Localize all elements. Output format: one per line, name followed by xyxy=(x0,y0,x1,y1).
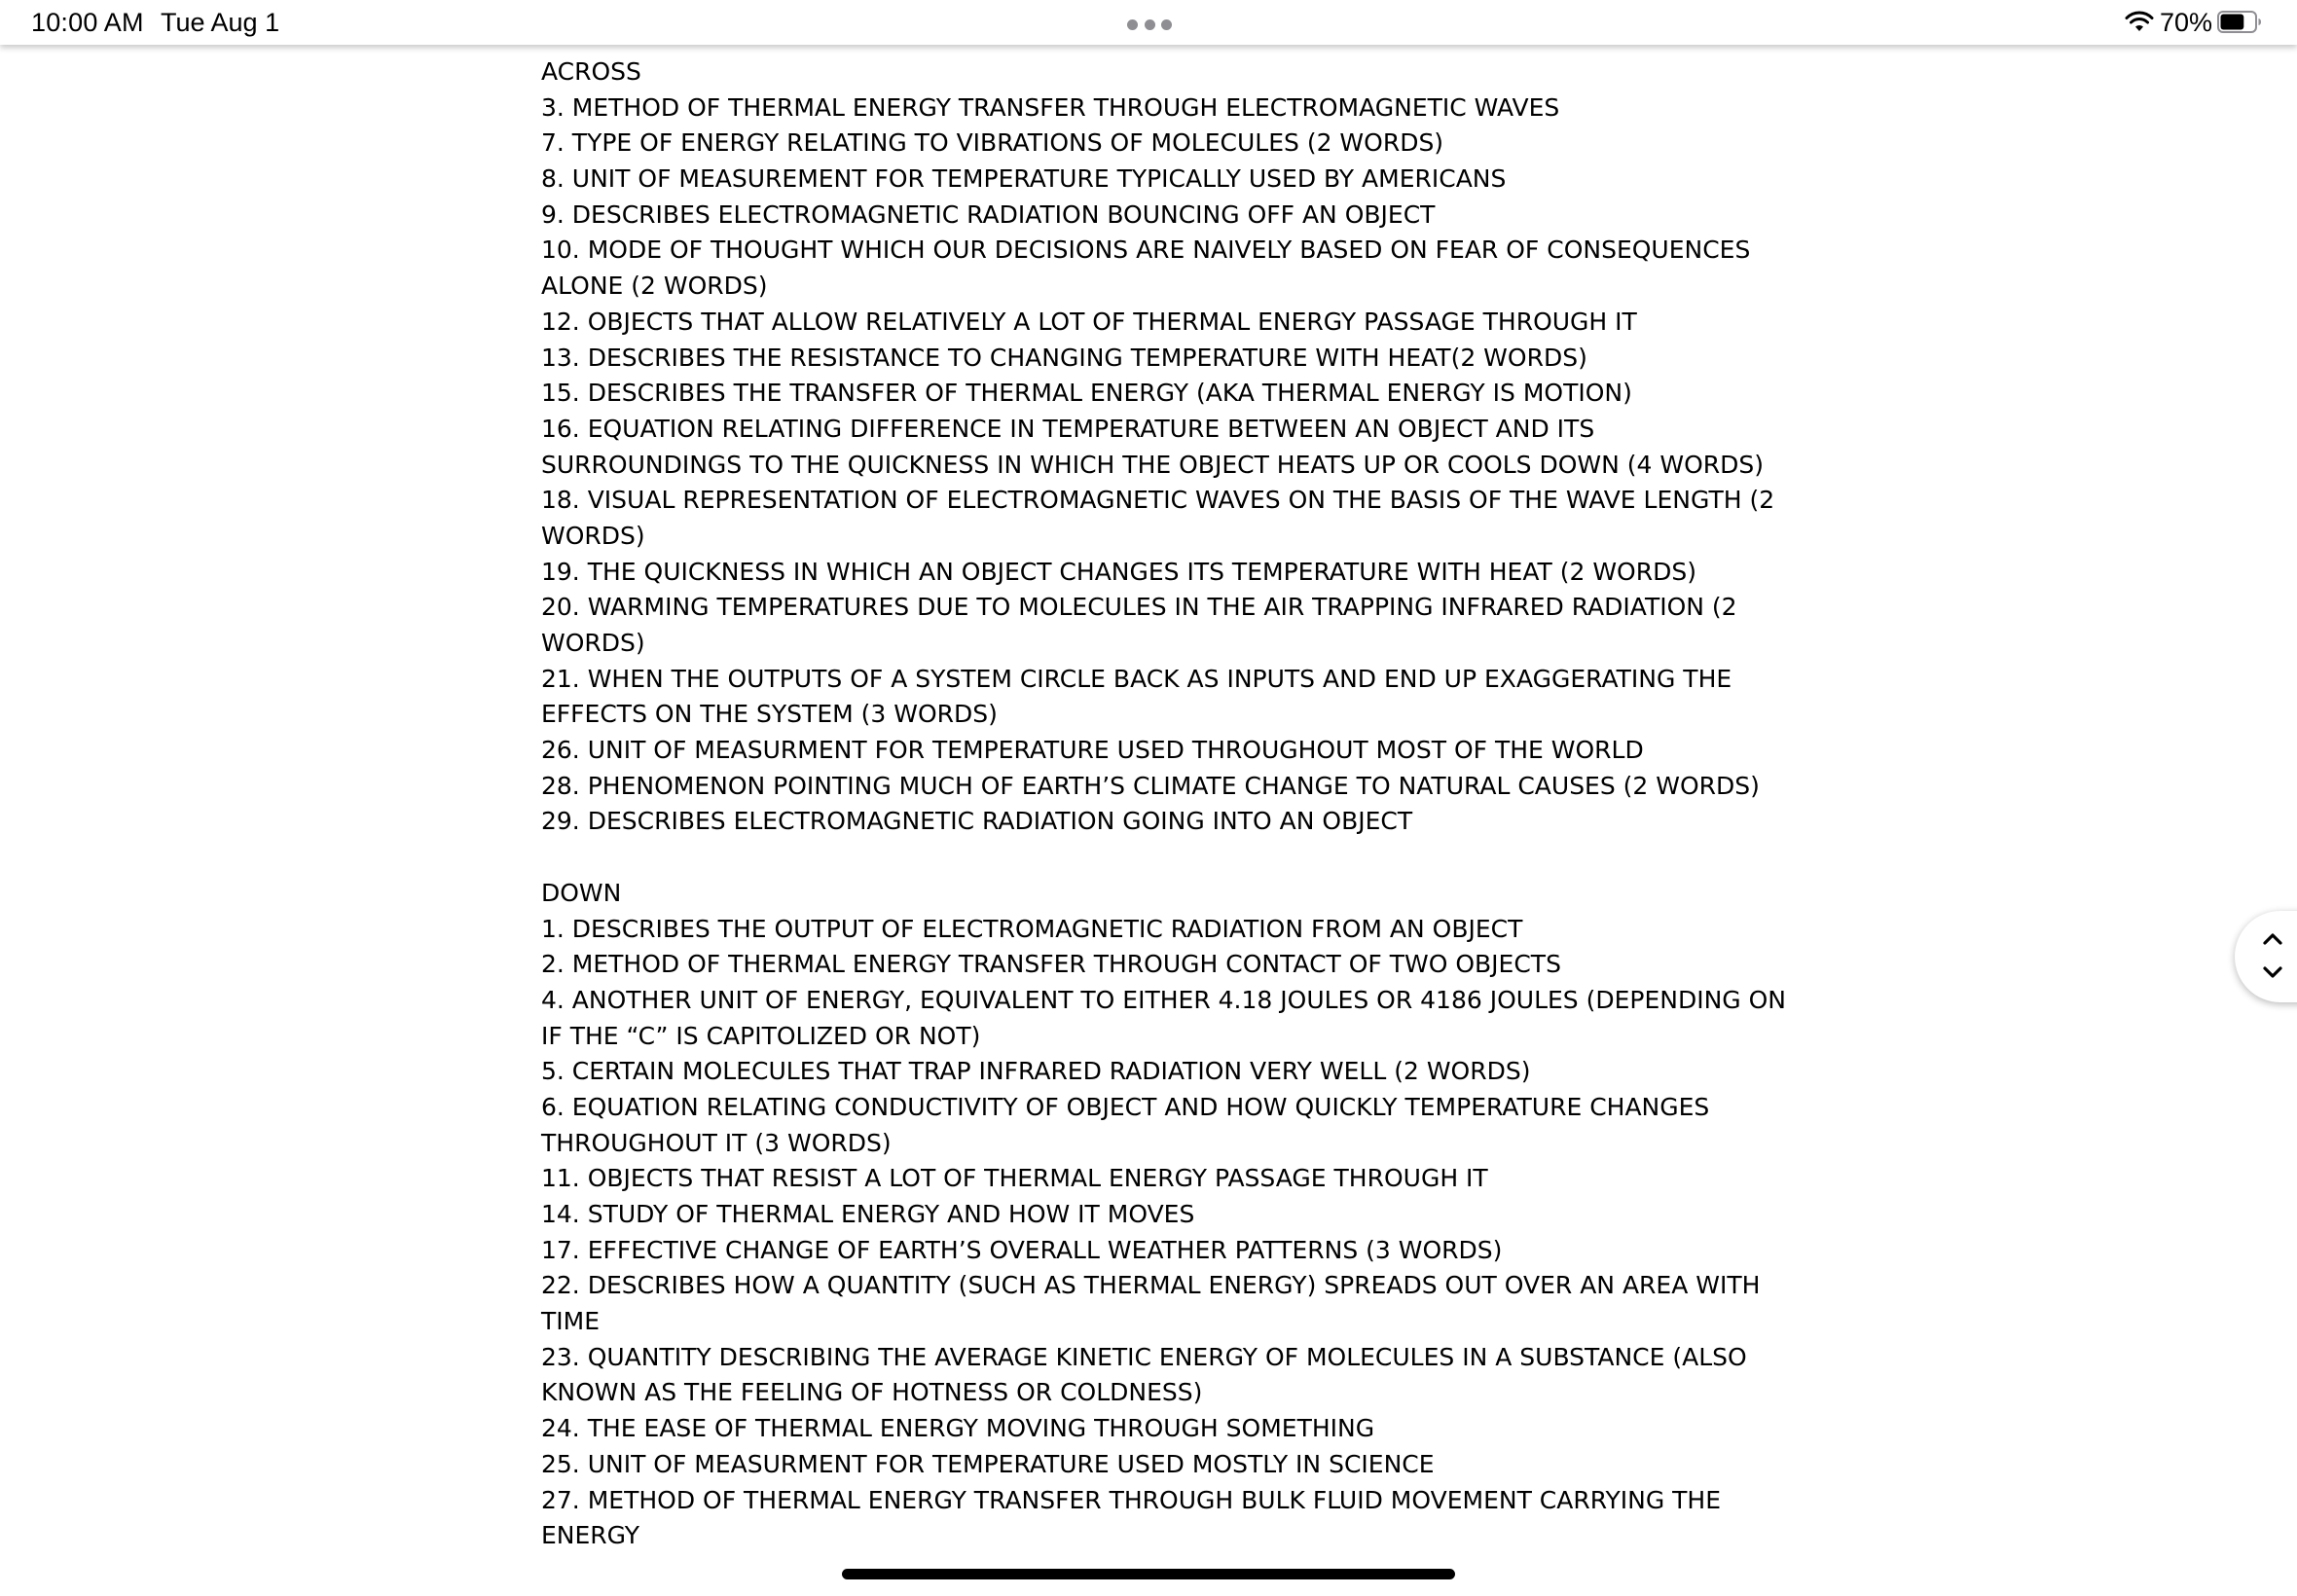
clue-line: 1. DESCRIBES THE OUTPUT OF ELECTROMAGNETIC RADIATION FROM AN OBJECT xyxy=(541,914,1523,943)
section-heading: DOWN xyxy=(541,878,622,907)
clue-line: IF THE “C” IS CAPITOLIZED OR NOT) xyxy=(541,1021,981,1050)
clue-line: ALONE (2 WORDS) xyxy=(541,272,768,301)
clue-line: ENERGY xyxy=(541,1521,640,1550)
clue-line: 6. EQUATION RELATING CONDUCTIVITY OF OBJECT AND HOW QUICKLY TEMPERATURE CHANGES xyxy=(541,1092,1710,1121)
clue-line: 19. THE QUICKNESS IN WHICH AN OBJECT CHANGES ITS TEMPERATURE WITH HEAT (2 WORDS) xyxy=(541,557,1696,586)
clue-line: WORDS) xyxy=(541,521,645,550)
status-bar xyxy=(0,0,2297,45)
clue-line: 5. CERTAIN MOLECULES THAT TRAP INFRARED RADIATION VERY WELL (2 WORDS) xyxy=(541,1057,1531,1086)
battery-icon xyxy=(2217,11,2262,33)
clue-line: 20. WARMING TEMPERATURES DUE TO MOLECULES IN THE AIR TRAPPING INFRARED RADIATION (2 xyxy=(541,593,1737,622)
home-indicator[interactable] xyxy=(842,1569,1455,1579)
clue-line: 26. UNIT OF MEASURMENT FOR TEMPERATURE USED THROUGHOUT MOST OF THE WORLD xyxy=(541,736,1644,765)
clue-line: 24. THE EASE OF THERMAL ENERGY MOVING THROUGH SOMETHING xyxy=(541,1414,1375,1443)
chevron-down-icon[interactable] xyxy=(2262,965,2283,979)
clue-line: 8. UNIT OF MEASUREMENT FOR TEMPERATURE TYPICALLY USED BY AMERICANS xyxy=(541,164,1507,194)
clue-line: 17. EFFECTIVE CHANGE OF EARTH’S OVERALL WEATHER PATTERNS (3 WORDS) xyxy=(541,1235,1503,1264)
battery-percent: 70% xyxy=(2160,8,2213,37)
clue-line: 21. WHEN THE OUTPUTS OF A SYSTEM CIRCLE BACK AS INPUTS AND END UP EXAGGERATING THE xyxy=(541,664,1732,693)
clue-line: 7. TYPE OF ENERGY RELATING TO VIBRATIONS OF MOLECULES (2 WORDS) xyxy=(541,128,1444,158)
chevron-up-icon[interactable] xyxy=(2262,932,2283,946)
clue-line: 12. OBJECTS THAT ALLOW RELATIVELY A LOT OF THERMAL ENERGY PASSAGE THROUGH IT xyxy=(541,307,1637,336)
clue-line: 13. DESCRIBES THE RESISTANCE TO CHANGING TEMPERATURE WITH HEAT(2 WORDS) xyxy=(541,343,1587,372)
clue-line: 9. DESCRIBES ELECTROMAGNETIC RADIATION BOUNCING OFF AN OBJECT xyxy=(541,200,1436,229)
clue-line: 2. METHOD OF THERMAL ENERGY TRANSFER THROUGH CONTACT OF TWO OBJECTS xyxy=(541,950,1561,979)
clue-line: TIME xyxy=(541,1307,601,1336)
blank-line xyxy=(541,840,1768,876)
clue-line: SURROUNDINGS TO THE QUICKNESS IN WHICH THE OBJECT HEATS UP OR COOLS DOWN (4 WORDS) xyxy=(541,450,1765,479)
clue-line: 3. METHOD OF THERMAL ENERGY TRANSFER THROUGH ELECTROMAGNETIC WAVES xyxy=(541,92,1560,122)
clue-line: 22. DESCRIBES HOW A QUANTITY (SUCH AS THERMAL ENERGY) SPREADS OUT OVER AN AREA WITH xyxy=(541,1271,1761,1300)
multitasking-dots-icon[interactable] xyxy=(1127,19,1172,31)
section-heading: ACROSS xyxy=(541,57,641,86)
clue-line: EFFECTS ON THE SYSTEM (3 WORDS) xyxy=(541,700,998,729)
clue-line: 11. OBJECTS THAT RESIST A LOT OF THERMAL ENERGY PASSAGE THROUGH IT xyxy=(541,1164,1488,1193)
status-time: 10:00 AM xyxy=(31,8,144,37)
clue-line: 16. EQUATION RELATING DIFFERENCE IN TEMPERATURE BETWEEN AN OBJECT AND ITS xyxy=(541,414,1595,443)
clue-line: WORDS) xyxy=(541,629,645,657)
scroll-handle[interactable] xyxy=(2235,911,2297,1002)
status-date: Tue Aug 1 xyxy=(161,8,280,37)
clue-line: KNOWN AS THE FEELING OF HOTNESS OR COLDNESS) xyxy=(541,1378,1203,1407)
clue-line: 10. MODE OF THOUGHT WHICH OUR DECISIONS ARE NAIVELY BASED ON FEAR OF CONSEQUENCES xyxy=(541,236,1751,265)
clue-line: 29. DESCRIBES ELECTROMAGNETIC RADIATION GOING INTO AN OBJECT xyxy=(541,807,1413,836)
clue-line: 25. UNIT OF MEASURMENT FOR TEMPERATURE USED MOSTLY IN SCIENCE xyxy=(541,1449,1435,1478)
clue-line: 27. METHOD OF THERMAL ENERGY TRANSFER THROUGH BULK FLUID MOVEMENT CARRYING THE xyxy=(541,1485,1722,1514)
clue-line: 18. VISUAL REPRESENTATION OF ELECTROMAGNETIC WAVES ON THE BASIS OF THE WAVE LENGTH (2 xyxy=(541,486,1775,515)
clue-line: 28. PHENOMENON POINTING MUCH OF EARTH’S CLIMATE CHANGE TO NATURAL CAUSES (2 WORDS) xyxy=(541,771,1760,800)
clue-line: 4. ANOTHER UNIT OF ENERGY, EQUIVALENT TO EITHER 4.18 JOULES OR 4186 JOULES (DEPENDING ON xyxy=(541,985,1787,1014)
document-page xyxy=(541,54,1787,1554)
clue-line: 14. STUDY OF THERMAL ENERGY AND HOW IT MOVES xyxy=(541,1200,1195,1228)
clue-line: 15. DESCRIBES THE TRANSFER OF THERMAL ENERGY (AKA THERMAL ENERGY IS MOTION) xyxy=(541,379,1632,408)
wifi-icon xyxy=(2125,11,2154,32)
clue-line: THROUGHOUT IT (3 WORDS) xyxy=(541,1128,892,1157)
clue-line: 23. QUANTITY DESCRIBING THE AVERAGE KINETIC ENERGY OF MOLECULES IN A SUBSTANCE (ALSO xyxy=(541,1342,1747,1371)
